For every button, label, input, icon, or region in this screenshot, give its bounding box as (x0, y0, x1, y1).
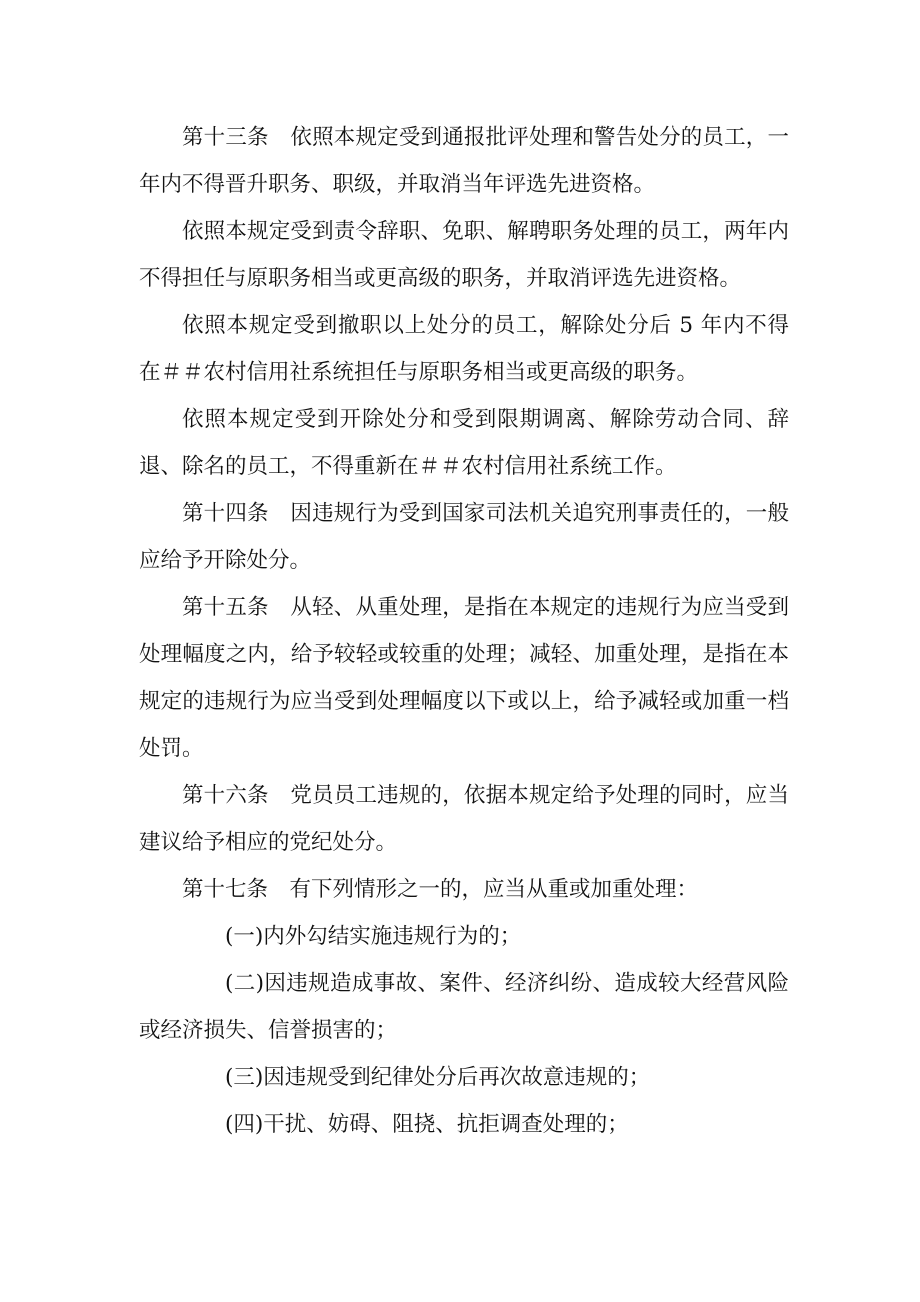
list-item-3: (三)因违规受到纪律处分后再次故意违规的； (225, 1065, 651, 1090)
paragraph-article-13-removal: 依照本规定受到撤职以上处分的员工，解除处分后 5 年内不得在＃＃农村信用社系统担任与原职务相当或更高级的职务。 (139, 313, 789, 385)
paragraph-article-15: 第十五条 从轻、从重处理，是指在本规定的违规行为应当受到处理幅度之内，给予较轻或较重的处理；减轻、加重处理，是指在本规定的违规行为应当受到处理幅度以下或以上，给予减轻或加重一档处罚。 (139, 595, 789, 761)
list-item-4: (四)干扰、妨碍、阻挠、抗拒调查处理的； (225, 1112, 629, 1137)
paragraph-article-13-dismissal: 依照本规定受到责令辞职、免职、解聘职务处理的员工，两年内不得担任与原职务相当或更高级的职务，并取消评选先进资格。 (139, 219, 789, 291)
paragraph-article-16: 第十六条 党员员工违规的，依据本规定给予处理的同时，应当建议给予相应的党纪处分。 (139, 783, 789, 855)
paragraph-article-14: 第十四条 因违规行为受到国家司法机关追究刑事责任的，一般应给予开除处分。 (139, 501, 789, 573)
paragraph-article-17: 第十七条 有下列情形之一的，应当从重或加重处理： (182, 877, 699, 902)
paragraph-article-13-expulsion: 依照本规定受到开除处分和受到限期调离、解除劳动合同、辞退、除名的员工，不得重新在＃＃农村信用社系统工作。 (139, 407, 789, 479)
list-item-2: (二)因违规造成事故、案件、经济纠纷、造成较大经营风险或经济损失、信誉损害的； (139, 971, 789, 1043)
document-body (139, 114, 789, 1148)
list-item-1: (一)内外勾结实施违规行为的； (225, 924, 522, 949)
paragraph-article-13: 第十三条 依照本规定受到通报批评处理和警告处分的员工，一年内不得晋升职务、职级，并取消当年评选先进资格。 (139, 125, 789, 197)
